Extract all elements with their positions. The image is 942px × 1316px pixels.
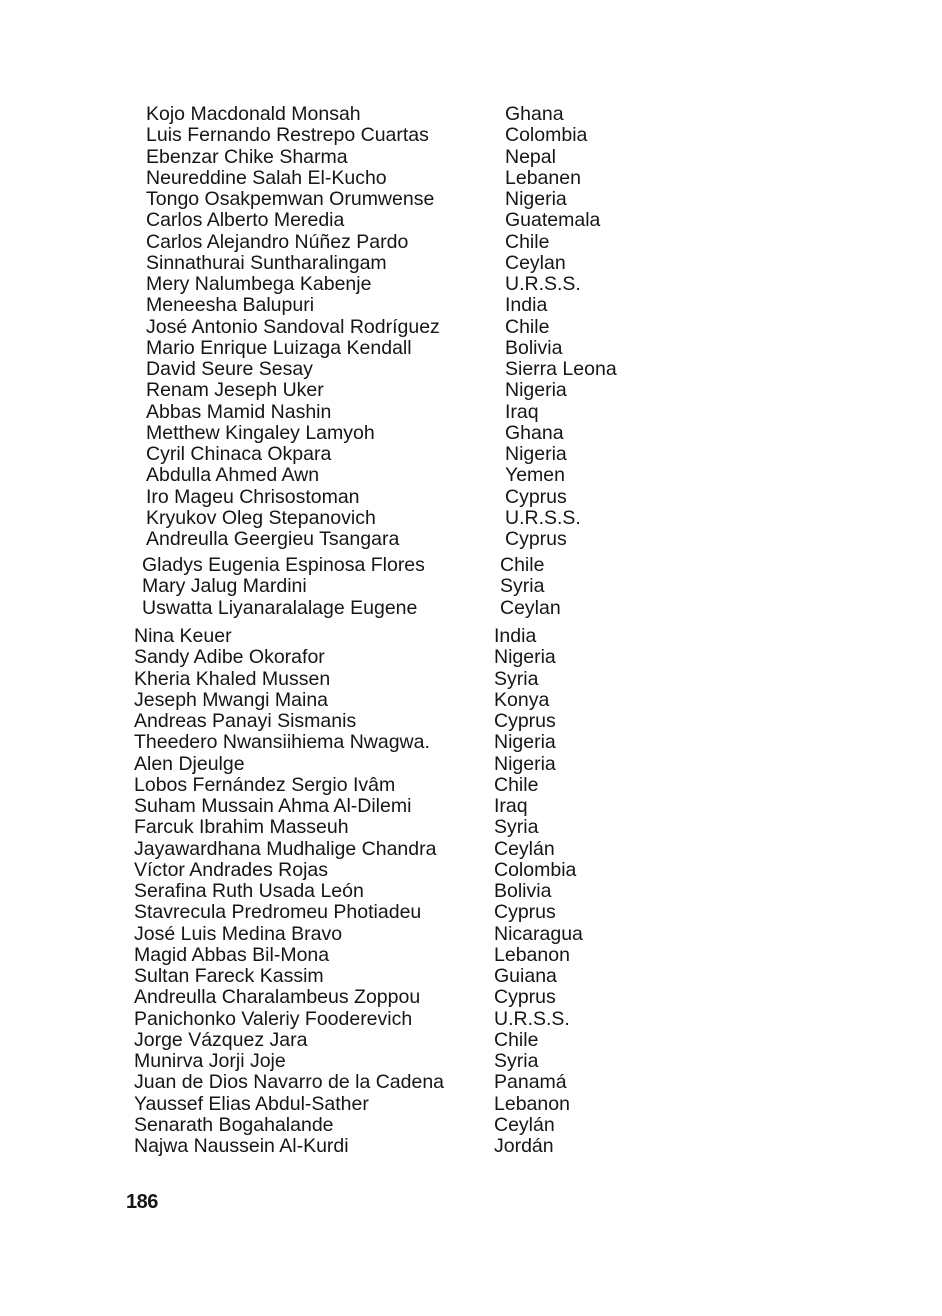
list-row bbox=[134, 816, 539, 839]
participant-country: Guiana bbox=[494, 965, 557, 987]
participant-name: Nina Keuer bbox=[134, 625, 232, 647]
participant-country: Cyprus bbox=[494, 986, 556, 1009]
page-number: 186 bbox=[126, 1191, 158, 1213]
list-row bbox=[146, 336, 563, 359]
participant-name: Lobos Fernández Sergio Ivâm bbox=[134, 773, 396, 796]
participant-country: Iraq bbox=[505, 400, 539, 423]
participant-name: Neureddine Salah El-Kucho bbox=[146, 166, 387, 189]
participant-name: Panichonko Valeriy Fooderevich bbox=[134, 1007, 413, 1030]
participant-name: Theedero Nwansiihiema Nwagwa. bbox=[134, 731, 430, 754]
participant-name: Munirva Jorji Joje bbox=[134, 1050, 286, 1072]
list-row bbox=[146, 485, 567, 508]
participant-country: Yemen bbox=[505, 464, 565, 487]
list-row bbox=[142, 596, 561, 619]
participant-country: Ghana bbox=[505, 103, 564, 125]
list-row bbox=[134, 1113, 555, 1136]
list-row bbox=[134, 858, 577, 881]
participant-name: Abbas Mamid Nashin bbox=[146, 400, 332, 423]
participant-country: Chile bbox=[494, 1028, 539, 1051]
list-row bbox=[146, 464, 565, 487]
participant-name: Carlos Alejandro Núñez Pardo bbox=[146, 230, 409, 253]
list-row bbox=[146, 400, 539, 423]
participant-name: Kheria Khaled Mussen bbox=[134, 667, 331, 690]
participant-name: Yaussef Elias Abdul-Sather bbox=[134, 1092, 369, 1115]
list-row bbox=[146, 230, 550, 253]
participant-name: Najwa Naussein Al-Kurdi bbox=[134, 1135, 349, 1157]
list-row bbox=[134, 752, 556, 775]
participant-name: Metthew Kingaley Lamyoh bbox=[146, 421, 375, 444]
participant-name: Jorge Vázquez Jara bbox=[134, 1028, 308, 1051]
list-row bbox=[146, 209, 601, 232]
participant-country: Ceylán bbox=[494, 1113, 555, 1136]
list-row bbox=[146, 443, 567, 465]
list-row bbox=[134, 773, 539, 796]
participant-country: Colombia bbox=[494, 858, 577, 881]
list-row bbox=[142, 554, 545, 576]
list-row bbox=[134, 1092, 570, 1115]
participant-name: Andreas Panayi Sismanis bbox=[134, 710, 357, 732]
participant-country: Ceylán bbox=[494, 837, 555, 860]
list-row bbox=[146, 273, 581, 295]
participant-list-block-3 bbox=[134, 625, 583, 1157]
participant-country: Nigeria bbox=[505, 379, 567, 402]
participant-name: Magid Abbas Bil-Mona bbox=[134, 943, 330, 966]
participant-name: Serafina Ruth Usada León bbox=[134, 880, 364, 902]
participant-country: U.R.S.S. bbox=[505, 506, 581, 529]
participant-country: Sierra Leona bbox=[505, 358, 617, 380]
participant-country: Nigeria bbox=[494, 752, 556, 775]
list-row bbox=[134, 1028, 539, 1051]
list-row bbox=[134, 1007, 570, 1030]
list-row bbox=[146, 421, 564, 444]
participant-name: Iro Mageu Chrisostoman bbox=[146, 485, 360, 508]
participant-name: Cyril Chinaca Okpara bbox=[146, 443, 332, 465]
participant-name: Alen Djeulge bbox=[134, 752, 245, 775]
participant-name: Luis Fernando Restrepo Cuartas bbox=[146, 124, 429, 147]
participant-country: Nigeria bbox=[494, 731, 556, 754]
participant-country: Jordán bbox=[494, 1135, 554, 1157]
participant-country: Colombia bbox=[505, 124, 588, 147]
participant-country: Chile bbox=[500, 554, 545, 576]
participant-name: Meneesha Balupuri bbox=[146, 294, 315, 317]
list-row bbox=[146, 145, 556, 168]
participant-name: Sinnathurai Suntharalingam bbox=[146, 251, 387, 274]
participant-name: Mario Enrique Luizaga Kendall bbox=[146, 336, 412, 359]
list-row bbox=[146, 315, 550, 338]
list-row bbox=[134, 667, 539, 690]
participant-country: Nicaragua bbox=[494, 922, 583, 945]
participant-country: Lebanen bbox=[505, 166, 581, 189]
participant-name: Tongo Osakpemwan Orumwense bbox=[146, 188, 435, 210]
participant-name: José Luis Medina Bravo bbox=[134, 922, 343, 945]
list-row bbox=[146, 358, 617, 380]
participant-country: Cyprus bbox=[505, 485, 567, 508]
participant-name: Jeseph Mwangi Maina bbox=[134, 688, 329, 711]
participant-country: Ghana bbox=[505, 421, 564, 444]
list-row bbox=[146, 379, 567, 402]
participant-country: Bolivia bbox=[505, 336, 563, 359]
participant-country: Nigeria bbox=[494, 646, 556, 669]
participant-name: Andreulla Geergieu Tsangara bbox=[146, 528, 400, 550]
participant-name: Suham Mussain Ahma Al-Dilemi bbox=[134, 795, 412, 817]
participant-country: Syria bbox=[494, 667, 539, 690]
participant-country: Panamá bbox=[494, 1071, 567, 1094]
list-row bbox=[134, 795, 528, 817]
list-row bbox=[146, 103, 564, 125]
list-row bbox=[134, 922, 583, 945]
participant-name: Abdulla Ahmed Awn bbox=[146, 464, 320, 487]
participant-name: Farcuk Ibrahim Masseuh bbox=[134, 816, 349, 839]
list-row bbox=[134, 688, 550, 711]
participant-list-block-2 bbox=[142, 554, 561, 619]
participant-country: India bbox=[505, 294, 548, 317]
participant-name: Kojo Macdonald Monsah bbox=[146, 103, 361, 125]
participant-name: Jayawardhana Mudhalige Chandra bbox=[134, 837, 437, 860]
participant-country: Chile bbox=[494, 773, 539, 796]
list-row bbox=[134, 965, 557, 987]
list-row bbox=[134, 1135, 554, 1157]
participant-country: Bolivia bbox=[494, 880, 552, 902]
list-row bbox=[142, 575, 545, 598]
participant-country: Lebanon bbox=[494, 943, 570, 966]
participant-country: Konya bbox=[494, 688, 550, 711]
participant-country: Syria bbox=[500, 575, 545, 598]
list-row bbox=[146, 528, 567, 550]
list-row bbox=[146, 294, 548, 317]
participant-country: India bbox=[494, 625, 537, 647]
participant-country: Chile bbox=[505, 315, 550, 338]
participant-name: José Antonio Sandoval Rodríguez bbox=[146, 315, 440, 338]
list-row bbox=[146, 166, 581, 189]
participant-name: Sandy Adibe Okorafor bbox=[134, 646, 325, 669]
participant-name: Kryukov Oleg Stepanovich bbox=[146, 506, 376, 529]
participant-name: Stavrecula Predromeu Photiadeu bbox=[134, 901, 422, 924]
participant-name: David Seure Sesay bbox=[146, 358, 313, 380]
participant-country: Ceylan bbox=[505, 251, 566, 274]
participant-name: Andreulla Charalambeus Zoppou bbox=[134, 986, 421, 1009]
participant-name: Sultan Fareck Kassim bbox=[134, 965, 324, 987]
participant-name: Gladys Eugenia Espinosa Flores bbox=[142, 554, 425, 576]
list-row bbox=[134, 710, 556, 732]
list-row bbox=[134, 837, 555, 860]
participant-country: Cyprus bbox=[494, 901, 556, 924]
participant-country: Nigeria bbox=[505, 443, 567, 465]
participant-country: Ceylan bbox=[500, 596, 561, 619]
list-row bbox=[134, 646, 556, 669]
participant-country: Lebanon bbox=[494, 1092, 570, 1115]
list-row bbox=[146, 124, 588, 147]
list-row bbox=[134, 901, 556, 924]
participant-name: Renam Jeseph Uker bbox=[146, 379, 324, 402]
participant-name: Carlos Alberto Meredia bbox=[146, 209, 345, 232]
list-row bbox=[146, 506, 581, 529]
participant-country: Nepal bbox=[505, 145, 556, 168]
list-row bbox=[134, 880, 552, 902]
participant-country: Guatemala bbox=[505, 209, 601, 232]
participant-country: Syria bbox=[494, 816, 539, 839]
participant-list-block-1 bbox=[146, 103, 617, 550]
participant-country: U.R.S.S. bbox=[505, 273, 581, 295]
list-row bbox=[146, 251, 566, 274]
participant-name: Uswatta Liyanaralalage Eugene bbox=[142, 596, 418, 619]
participant-country: U.R.S.S. bbox=[494, 1007, 570, 1030]
list-row bbox=[134, 731, 556, 754]
participant-country: Syria bbox=[494, 1050, 539, 1072]
participant-country: Chile bbox=[505, 230, 550, 253]
participant-name: Mery Nalumbega Kabenje bbox=[146, 273, 372, 295]
participant-country: Cyprus bbox=[505, 528, 567, 550]
participant-name: Senarath Bogahalande bbox=[134, 1113, 334, 1136]
list-row bbox=[134, 1071, 567, 1094]
participant-name: Juan de Dios Navarro de la Cadena bbox=[134, 1071, 445, 1094]
list-row bbox=[134, 1050, 539, 1072]
participant-country: Nigeria bbox=[505, 188, 567, 210]
list-row bbox=[146, 188, 567, 210]
list-row bbox=[134, 986, 556, 1009]
list-row bbox=[134, 943, 570, 966]
participant-country: Cyprus bbox=[494, 710, 556, 732]
participant-name: Víctor Andrades Rojas bbox=[134, 858, 329, 881]
participant-country: Iraq bbox=[494, 795, 528, 817]
participant-name: Ebenzar Chike Sharma bbox=[146, 145, 348, 168]
list-row bbox=[134, 625, 537, 647]
participant-name: Mary Jalug Mardini bbox=[142, 575, 307, 598]
